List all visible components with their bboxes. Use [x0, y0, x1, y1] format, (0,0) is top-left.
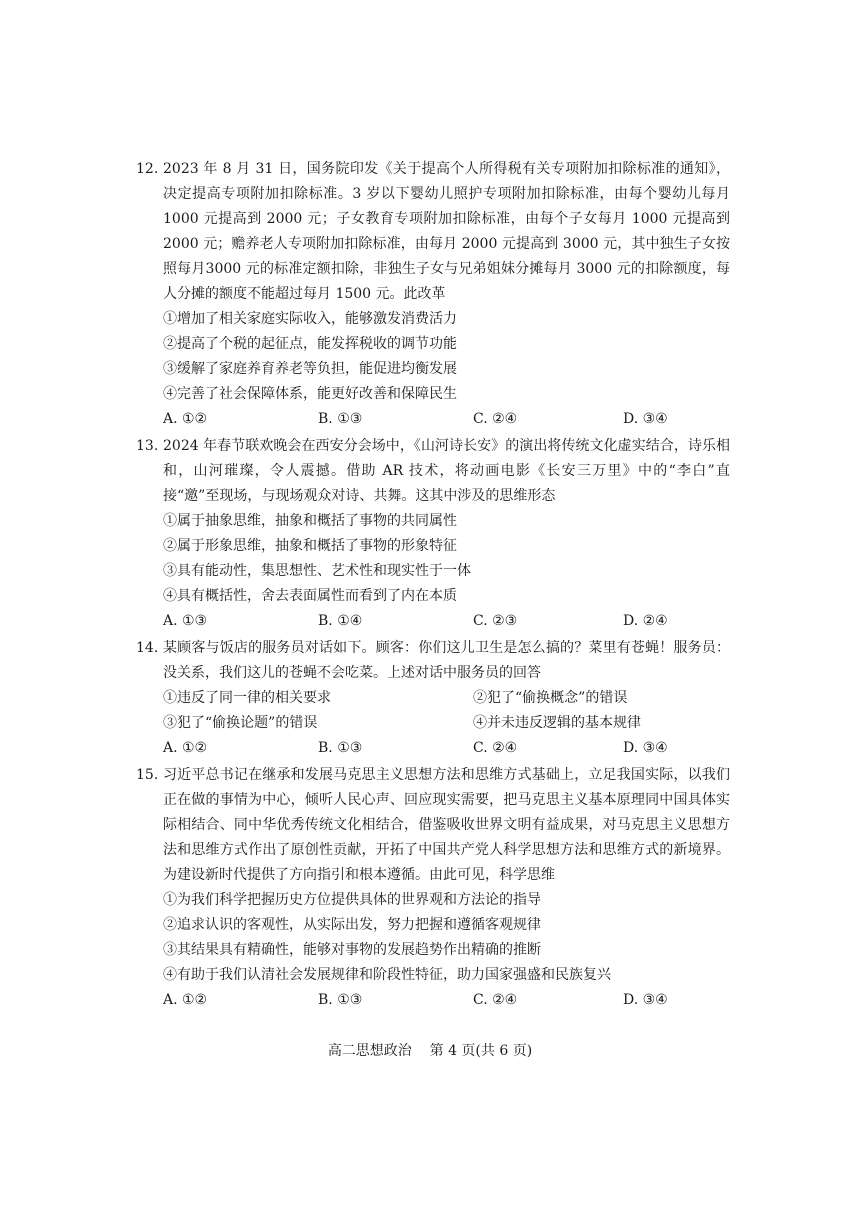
option-d: D. ③④: [623, 740, 668, 756]
question-number: 13.: [136, 438, 159, 454]
answer-options: [136, 736, 730, 761]
option-d: D. ②④: [623, 613, 668, 629]
statement: ②提高了个税的起征点，能发挥税收的调节功能: [163, 336, 457, 352]
question-number: 14.: [136, 640, 159, 656]
option-a: A. ①③: [163, 613, 208, 629]
question-stem: 某顾客与饭店的服务员对话如下。顾客：你们这儿卫生是怎么搞的？菜里有苍蝇！服务员：没关系，我们这儿的苍蝇不会吃菜。上述对话中服务员的回答: [163, 640, 730, 681]
option-a: A. ①②: [163, 992, 208, 1008]
option-d: D. ③④: [623, 411, 668, 427]
footer-subject: 高二思想政治: [327, 1043, 412, 1059]
answer-options: [136, 609, 730, 634]
option-b: B. ①③: [318, 411, 363, 427]
question-15: [136, 763, 730, 1013]
statement: ④完善了社会保障体系，能更好改善和保障民生: [163, 386, 457, 402]
option-c: C. ②④: [473, 992, 518, 1008]
statement-list: [136, 509, 730, 609]
option-a: A. ①②: [163, 740, 208, 756]
statement-list: [136, 888, 730, 988]
answer-options: [136, 988, 730, 1013]
question-number: 12.: [136, 161, 159, 177]
statement: ①为我们科学把握历史方位提供具体的世界观和方法论的指导: [163, 892, 541, 908]
statement: ②属于形象思维，抽象和概括了事物的形象特征: [163, 538, 457, 554]
statement: ③具有能动性，集思想性、艺术性和现实性于一体: [163, 563, 471, 579]
option-a: A. ①②: [163, 411, 208, 427]
statement: ①属于抽象思维，抽象和概括了事物的共同属性: [163, 513, 457, 529]
statement: ②犯了“偷换概念”的错误: [473, 690, 628, 706]
option-c: C. ②④: [473, 740, 518, 756]
statement: ④并未违反逻辑的基本规律: [473, 715, 641, 731]
question-stem: 2024 年春节联欢晚会在西安分会场中，《山河诗长安》的演出将传统文化虚实结合，诗乐相和，山河璀璨，令人震撼。借助 AR 技术，将动画电影《长安三万里》中的“李白”直接“邀”至现场，与现场观众对诗、共舞。这其中涉及的思维形态: [163, 438, 730, 504]
option-b: B. ①③: [318, 992, 363, 1008]
footer-page-number: 第 4 页(共 6 页): [429, 1043, 533, 1059]
questions-area: [136, 157, 730, 1015]
statement: ④具有概括性，舍去表面属性而看到了内在本质: [163, 588, 457, 604]
page-footer: [0, 1040, 860, 1062]
option-b: B. ①④: [318, 613, 363, 629]
question-13: [136, 434, 730, 634]
statement: ③犯了“偷换论题”的错误: [163, 715, 318, 731]
question-stem: 2023 年 8 月 31 日，国务院印发《关于提高个人所得税有关专项附加扣除标准的通知》，决定提高专项附加扣除标准。3 岁以下婴幼儿照护专项附加扣除标准，由每个婴幼儿每月 1000 元提高到 2000 元；子女教育专项附加扣除标准，由每个子女每月 1000 元提高到 2000 元；赡养老人专项附加扣除标准，由每月 2000 元提高到 3000 元，其中独生子女按照每月3000 元的标准定额扣除，非独生子女与兄弟姐妹分摊每月 3000 元的扣除额度，每人分摊的额度不能超过每月 1500 元。此改革: [163, 161, 730, 302]
question-14: [136, 636, 730, 761]
option-b: B. ①③: [318, 740, 363, 756]
statement-list: [136, 307, 730, 407]
statement: ①违反了同一律的相关要求: [163, 690, 331, 706]
question-number: 15.: [136, 767, 159, 783]
statement-list: [136, 686, 730, 736]
statement: ③其结果具有精确性，能够对事物的发展趋势作出精确的推断: [163, 942, 541, 958]
statement: ①增加了相关家庭实际收入，能够激发消费活力: [163, 311, 457, 327]
statement: ④有助于我们认清社会发展规律和阶段性特征，助力国家强盛和民族复兴: [163, 967, 611, 983]
statement: ②追求认识的客观性，从实际出发，努力把握和遵循客观规律: [163, 917, 541, 933]
statement: ③缓解了家庭养育养老等负担，能促进均衡发展: [163, 361, 457, 377]
answer-options: [136, 407, 730, 432]
question-12: [136, 157, 730, 432]
option-c: C. ②④: [473, 411, 518, 427]
question-stem: 习近平总书记在继承和发展马克思主义思想方法和思维方式基础上，立足我国实际，以我们正在做的事情为中心，倾听人民心声、回应现实需要，把马克思主义基本原理同中国具体实际相结合、同中华优秀传统文化相结合，借鉴吸收世界文明有益成果，对马克思主义思想方法和思维方式作出了原创性贡献，开拓了中国共产党人科学思想方法和思维方式的新境界。为建设新时代提供了方向指引和根本遵循。由此可见，科学思维: [163, 767, 730, 883]
option-c: C. ②③: [473, 613, 518, 629]
option-d: D. ③④: [623, 992, 668, 1008]
